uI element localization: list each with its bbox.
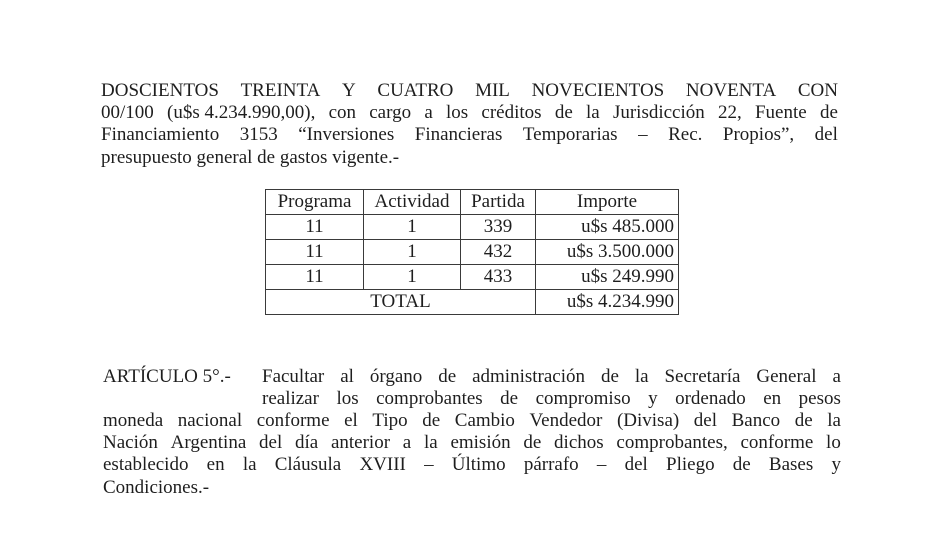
word: Propios”, — [722, 124, 795, 145]
cell-importe: u$s 3.500.000 — [536, 240, 679, 265]
word: Financiamiento — [101, 124, 220, 145]
total-label: TOTAL — [266, 290, 536, 315]
word: a — [424, 102, 433, 123]
word: a — [832, 366, 841, 387]
word: Cláusula — [274, 454, 342, 475]
word: NOVENTA — [685, 80, 777, 101]
word: con — [328, 102, 356, 123]
word: Rec. — [668, 124, 703, 145]
article-5-line-2 — [262, 388, 841, 410]
word: de — [794, 410, 813, 431]
word: (Divisa) — [616, 410, 680, 431]
word: en — [206, 454, 225, 475]
table-row — [266, 215, 679, 240]
word: 00/100 — [101, 102, 154, 123]
cell-partida: 432 — [461, 240, 536, 265]
word: Facultar — [262, 366, 325, 387]
word: 22, — [718, 102, 742, 123]
word: los — [336, 388, 359, 409]
word: – — [596, 454, 607, 475]
word: la — [423, 432, 438, 453]
cell-importe: u$s 485.000 — [536, 215, 679, 240]
word: XVIII — [359, 454, 406, 475]
word: ordenado — [675, 388, 746, 409]
article-5-line-3 — [103, 410, 841, 432]
header-partida: Partida — [461, 190, 536, 215]
word: nacional — [177, 410, 243, 431]
article-5-line-4 — [103, 432, 841, 454]
word: de — [500, 388, 519, 409]
word: de — [600, 366, 619, 387]
word: anterior — [330, 432, 391, 453]
word: del — [259, 432, 283, 453]
word: Pliego — [666, 454, 715, 475]
word: la — [634, 366, 649, 387]
word: comprobantes — [376, 388, 483, 409]
word: de — [732, 454, 751, 475]
word: la — [827, 410, 841, 431]
cell-actividad: 1 — [364, 240, 461, 265]
word: de — [523, 432, 542, 453]
word: CON — [797, 80, 838, 101]
table-header-row — [266, 190, 679, 215]
word: Temporarias — [522, 124, 618, 145]
word: y — [831, 454, 841, 475]
word: a — [402, 432, 412, 453]
word: de — [422, 410, 441, 431]
article-5-line-1 — [262, 366, 841, 388]
word: – — [638, 124, 648, 145]
word: del — [624, 454, 648, 475]
word: Argentina — [170, 432, 247, 453]
paragraph-1-line-3 — [101, 124, 838, 146]
word: compromiso — [535, 388, 631, 409]
header-importe: Importe — [536, 190, 679, 215]
table-row — [266, 240, 679, 265]
word: Cambio — [454, 410, 515, 431]
word: DOSCIENTOS — [101, 80, 219, 101]
word: Y — [341, 80, 356, 101]
cell-importe: u$s 249.990 — [536, 265, 679, 290]
cell-programa: 11 — [266, 240, 364, 265]
word: 3153 — [239, 124, 278, 145]
cell-programa: 11 — [266, 265, 364, 290]
word: establecido — [103, 454, 189, 475]
word: realizar — [262, 388, 319, 409]
table-total-row — [266, 290, 679, 315]
word: cargo — [369, 102, 412, 123]
word: lo — [826, 432, 841, 453]
word: en — [763, 388, 782, 409]
word: los — [446, 102, 469, 123]
word: el — [344, 410, 358, 431]
word: Último — [451, 454, 506, 475]
word: Banco — [731, 410, 781, 431]
paragraph-1-line-1 — [101, 80, 838, 102]
total-value: u$s 4.234.990 — [536, 290, 679, 315]
word: – — [424, 454, 434, 475]
word: administración — [472, 366, 586, 387]
word: Fuente — [754, 102, 807, 123]
word: día — [294, 432, 319, 453]
word: emisión — [450, 432, 511, 453]
header-programa: Programa — [266, 190, 364, 215]
word: TREINTA — [240, 80, 321, 101]
word: la — [585, 102, 600, 123]
word: conforme — [740, 432, 814, 453]
word: párrafo — [523, 454, 579, 475]
word: comprobantes, — [616, 432, 728, 453]
article-5-line-6: Condiciones.- — [103, 477, 210, 498]
word: Nación — [103, 432, 158, 453]
cell-partida: 433 — [461, 265, 536, 290]
paragraph-1-line-2 — [101, 102, 838, 124]
word: créditos — [481, 102, 542, 123]
word: del — [693, 410, 718, 431]
word: (u$s 4.234.990,00), — [167, 102, 316, 123]
word: conforme — [256, 410, 330, 431]
cell-programa: 11 — [266, 215, 364, 240]
word: Bases — [768, 454, 814, 475]
word: Jurisdicción — [612, 102, 705, 123]
word: Financieras — [414, 124, 503, 145]
table-row — [266, 265, 679, 290]
word: moneda — [103, 410, 164, 431]
article-5-heading: ARTÍCULO 5°.- — [103, 366, 231, 387]
header-actividad: Actividad — [364, 190, 461, 215]
article-5-line-5 — [103, 454, 841, 476]
word: Secretaría — [664, 366, 741, 387]
word: órgano — [369, 366, 423, 387]
word: Vendedor — [529, 410, 603, 431]
word: de — [438, 366, 457, 387]
word: y — [648, 388, 658, 409]
cell-partida: 339 — [461, 215, 536, 240]
word: al — [340, 366, 354, 387]
word: pesos — [798, 388, 841, 409]
word: MIL — [475, 80, 510, 101]
word: del — [814, 124, 838, 145]
word: NOVECIENTOS — [531, 80, 665, 101]
word: de — [554, 102, 573, 123]
cell-actividad: 1 — [364, 265, 461, 290]
word: Tipo — [372, 410, 408, 431]
word: dichos — [554, 432, 604, 453]
budget-table — [265, 189, 679, 315]
cell-actividad: 1 — [364, 215, 461, 240]
paragraph-1-line-4: presupuesto general de gastos vigente.- — [101, 147, 400, 168]
word: la — [242, 454, 257, 475]
word: CUATRO — [377, 80, 454, 101]
word: General — [756, 366, 817, 387]
word: “Inversiones — [298, 124, 395, 145]
word: de — [819, 102, 838, 123]
